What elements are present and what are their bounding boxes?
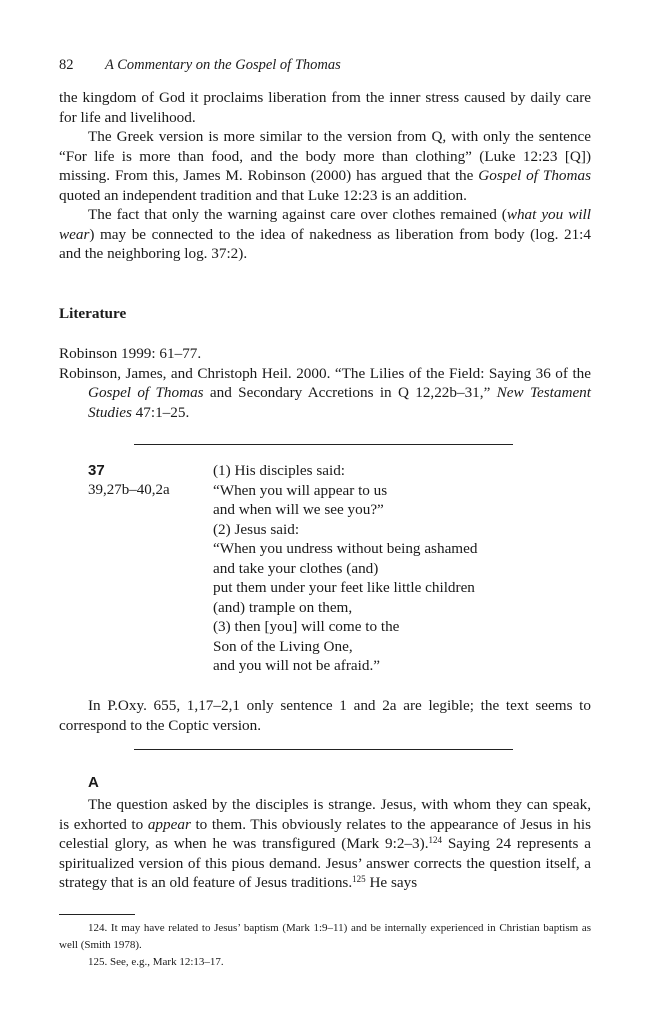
book-title: A Commentary on the Gospel of Thomas bbox=[105, 57, 341, 73]
section-a-paragraph bbox=[59, 795, 591, 893]
footnotes bbox=[59, 920, 591, 971]
saying-line: (3) then [you] will come to the bbox=[213, 618, 400, 635]
intro-text bbox=[59, 88, 591, 264]
section-a-heading: A bbox=[88, 774, 99, 791]
oxy-paragraph: In P.Oxy. 655, 1,17–2,1 only sentence 1 and 2a are legible; the text seems to correspond to the Coptic version. bbox=[59, 697, 591, 734]
saying-line: (1) His disciples said: bbox=[213, 462, 346, 479]
text-run: quoted an independent tradition and that Luke 12:23 is an addition. bbox=[59, 186, 467, 204]
saying-line: (2) Jesus said: bbox=[213, 520, 300, 538]
literature-entry bbox=[59, 364, 591, 423]
text-run: and Secondary Accretions in Q 12,22b–31,” bbox=[203, 384, 497, 401]
italic-title: Gospel of Thomas bbox=[88, 384, 204, 401]
footnote: 125. See, e.g., Mark 12:13–17. bbox=[88, 956, 224, 968]
italic-word: appear bbox=[147, 815, 191, 833]
section-divider bbox=[134, 749, 513, 750]
text-run: He says bbox=[365, 874, 418, 891]
italic-phrase: what you will wear bbox=[59, 206, 591, 243]
text-run: Saying 24 represents a spiritualized version of this pious demand. Jesus’ answer corrects the question itself, a strategy that is an old feature of Jesus traditions. bbox=[59, 835, 592, 891]
saying-line: and you will not be afraid.” bbox=[213, 657, 381, 674]
saying-line: (and) trample on them, bbox=[213, 598, 353, 616]
intro-paragraph-1: the kingdom of God it proclaims liberation from the inner stress caused by daily care for life and livelihood. bbox=[59, 89, 591, 126]
page-number: 82 bbox=[59, 57, 74, 73]
saying-line: “When you will appear to us bbox=[213, 481, 388, 499]
saying-line: Son of the Living One, bbox=[213, 637, 353, 655]
running-head bbox=[59, 57, 341, 74]
section-divider bbox=[134, 444, 513, 445]
saying-line: “When you undress without being ashamed bbox=[213, 540, 478, 557]
saying-text bbox=[213, 461, 593, 676]
saying-number: 37 bbox=[88, 462, 105, 479]
saying-line: and when will we see you?” bbox=[213, 501, 384, 518]
footnote-ref[interactable]: 125 bbox=[352, 874, 366, 884]
saying-line: and take your clothes (and) bbox=[213, 559, 379, 577]
text-run: ) may be connected to the idea of nakedness as liberation from body (log. 21:4 and the neighboring log. 37:2). bbox=[59, 225, 591, 262]
text-run: to them. This obviously relates to the appearance of Jesus in his celestial glory, as when he was transfigured (Mark 9:2–3). bbox=[59, 815, 591, 852]
text-run: Robinson, James, and Christoph Heil. 2000. “The Lilies of the Field: Saying 36 of the bbox=[59, 364, 591, 382]
text-run: The fact that only the warning against care over clothes remained ( bbox=[88, 206, 507, 223]
italic-title: Gospel of Thomas bbox=[478, 167, 591, 184]
literature-heading: Literature bbox=[59, 305, 127, 322]
footnote-ref[interactable]: 124 bbox=[428, 835, 443, 845]
footnote-divider bbox=[59, 914, 135, 915]
intro-paragraph-2 bbox=[59, 127, 591, 205]
text-run: 47:1–25. bbox=[131, 403, 190, 421]
text-run: The question asked by the disciples is strange. Jesus, with whom they can speak, is exhorted to bbox=[59, 796, 591, 833]
literature-list bbox=[59, 344, 591, 422]
italic-journal: New Testament Studies bbox=[88, 384, 591, 421]
saying-line: put them under your feet like little children bbox=[213, 579, 475, 596]
section-a-text bbox=[59, 795, 591, 893]
literature-entry: Robinson 1999: 61–77. bbox=[59, 345, 202, 362]
saying-reference: 39,27b–40,2a bbox=[88, 481, 170, 498]
text-run: The Greek version is more similar to the version from Q, with only the sentence “For life is more than food, and the body more than clothing” (Luke 12:23 [Q]) missing. From this, James M. Robinson (2000) has argued that the bbox=[59, 128, 591, 184]
intro-paragraph-3 bbox=[59, 205, 591, 264]
oxy-note bbox=[59, 696, 591, 735]
saying-meta bbox=[88, 461, 208, 500]
footnote: 124. It may have related to Jesus’ baptism (Mark 1:9–11) and be internally experienced in Christian baptism as well (Smith 1978). bbox=[59, 922, 591, 951]
